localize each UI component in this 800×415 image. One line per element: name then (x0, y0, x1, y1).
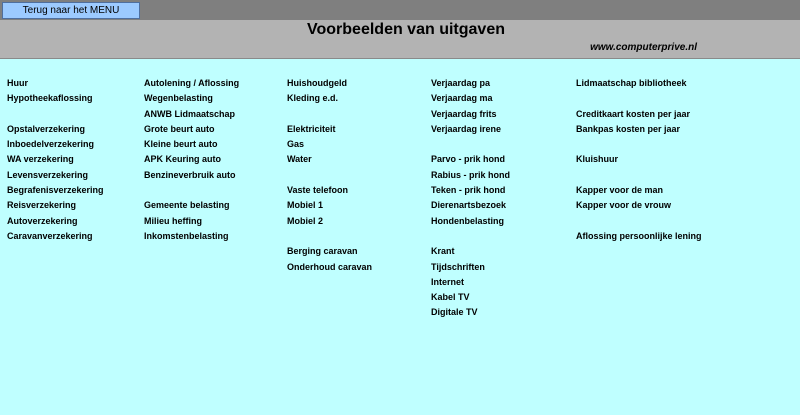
expense-item: Digitale TV (431, 307, 478, 318)
expense-item (287, 229, 372, 244)
expense-item: Lidmaatschap bibliotheek (576, 78, 687, 88)
expense-item: Gemeente belasting (144, 200, 230, 211)
expense-item (576, 168, 702, 183)
expense-item: Verjaardag frits (431, 108, 497, 119)
expense-item: Kapper voor de vrouw (576, 200, 672, 211)
expense-item: Tijdschriften (431, 261, 485, 272)
expense-column-4 (431, 76, 510, 321)
expense-item (576, 137, 702, 152)
expense-item: Mobiel 2 (287, 215, 324, 226)
page-title: Voorbeelden van uitgaven (307, 21, 505, 38)
expense-item: Kapper voor de man (576, 185, 664, 196)
expense-item: Kleine beurt auto (144, 139, 218, 150)
expense-item: Reisverzekering (7, 200, 77, 211)
expense-item: Rabius - prik hond (431, 169, 511, 180)
expense-column-2 (144, 76, 239, 244)
expense-item: Elektriciteit (287, 123, 336, 134)
expense-item: Levensverzekering (7, 169, 89, 180)
expense-item: Inboedelverzekering (7, 139, 95, 150)
expense-item: Autoverzekering (7, 215, 78, 226)
expense-item: Parvo - prik hond (431, 154, 506, 165)
expense-item (7, 107, 104, 122)
expense-item: Water (287, 154, 312, 165)
expense-item (431, 137, 510, 152)
expense-item (431, 229, 510, 244)
expense-item: Milieu heffing (144, 215, 202, 226)
expense-item: Hypotheekaflossing (7, 93, 93, 104)
expense-item: APK Keuring auto (144, 154, 222, 165)
expense-item: Caravanverzekering (7, 230, 93, 241)
expense-item: Autolening / Aflossing (144, 78, 240, 88)
expense-item: Huur (7, 78, 28, 88)
expense-item: Kabel TV (431, 292, 470, 303)
expense-item: Dierenartsbezoek (431, 200, 507, 211)
expense-item: Aflossing persoonlijke lening (576, 230, 702, 241)
expense-item: Benzineverbruik auto (144, 169, 236, 180)
expense-item (287, 107, 372, 122)
expense-column-3 (287, 76, 372, 275)
expense-item: Verjaardag ma (431, 93, 493, 104)
expense-item (287, 168, 372, 183)
expense-item: Verjaardag irene (431, 123, 502, 134)
expense-item: Creditkaart kosten per jaar (576, 108, 691, 119)
expense-item: Gas (287, 139, 305, 150)
website-label: www.computerprive.nl (590, 42, 697, 53)
expense-column-5 (576, 76, 702, 244)
expense-item: Grote beurt auto (144, 123, 215, 134)
expense-item: Wegenbelasting (144, 93, 213, 104)
expense-item (144, 183, 239, 198)
expense-item: Mobiel 1 (287, 200, 324, 211)
expense-item: ANWB Lidmaatschap (144, 108, 236, 119)
title-bar (0, 20, 800, 59)
expense-item: Inkomstenbelasting (144, 230, 229, 241)
top-toolbar (0, 0, 800, 20)
expense-item: Bankpas kosten per jaar (576, 123, 681, 134)
expense-item: Verjaardag pa (431, 78, 491, 88)
expense-item: Hondenbelasting (431, 215, 505, 226)
expense-item (576, 214, 702, 229)
expense-item (576, 91, 702, 106)
expense-item: Internet (431, 276, 465, 287)
expense-item: Opstalverzekering (7, 123, 86, 134)
expense-item: Kleding e.d. (287, 93, 339, 104)
expense-item: Begrafenisverzekering (7, 185, 104, 196)
expense-item: Berging caravan (287, 246, 358, 257)
expense-item: Onderhoud caravan (287, 261, 373, 272)
expense-item: Krant (431, 246, 455, 257)
expense-item: WA verzekering (7, 154, 74, 165)
expense-item: Teken - prik hond (431, 185, 506, 196)
expense-item: Vaste telefoon (287, 185, 349, 196)
expense-item: Huishoudgeld (287, 78, 347, 88)
expense-column-1 (7, 76, 104, 244)
expense-item: Kluishuur (576, 154, 618, 165)
back-to-menu-button[interactable]: Terug naar het MENU (2, 2, 140, 19)
